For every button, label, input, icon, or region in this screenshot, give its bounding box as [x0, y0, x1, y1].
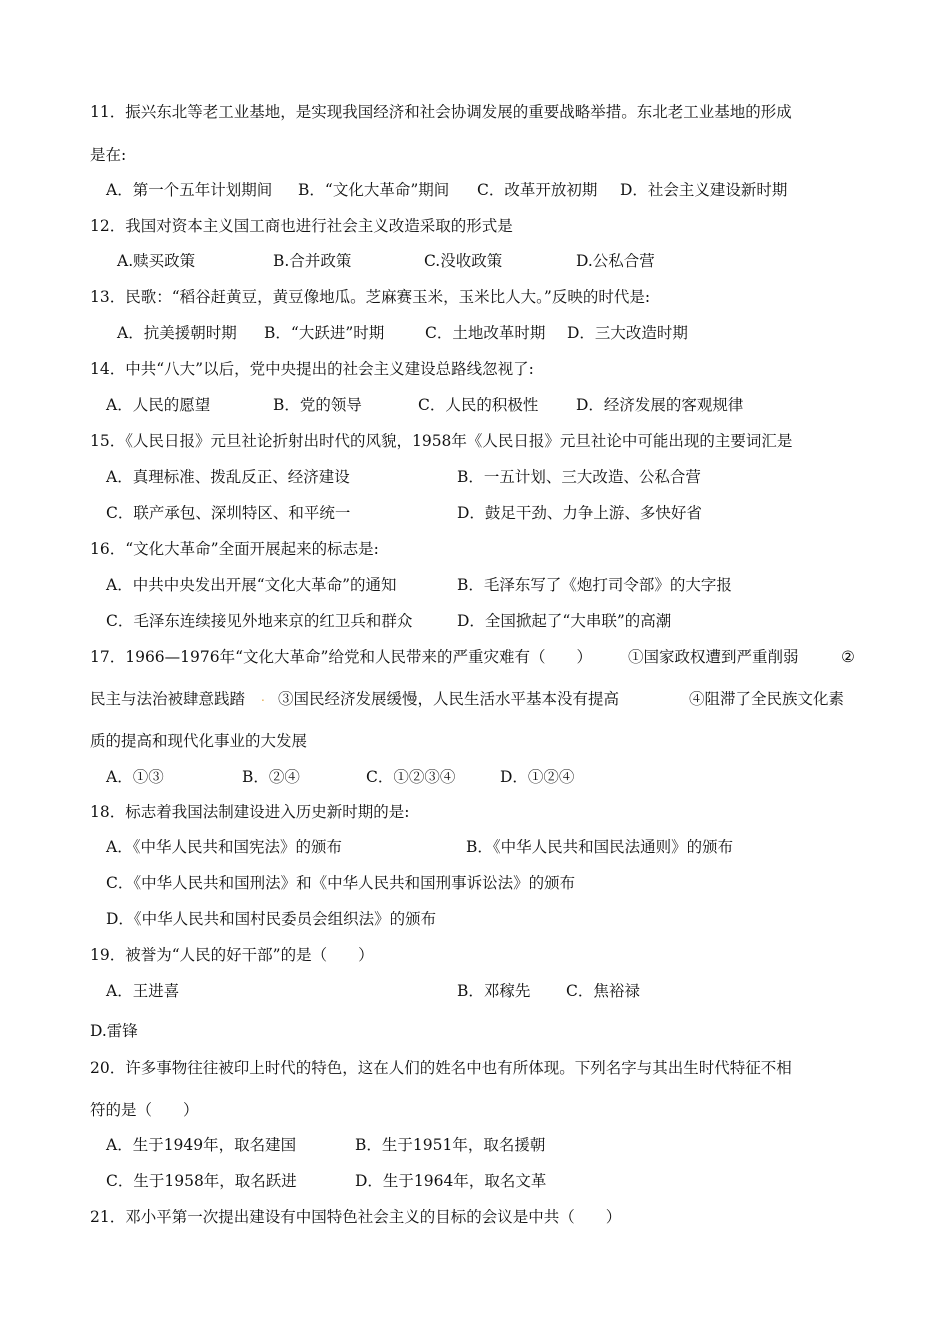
question-20-option-c: C．生于1958年，取名跃进 — [106, 1172, 297, 1190]
question-18-option-b: B．《中华人民共和国民法通则》的颁布 — [466, 838, 734, 856]
ink-dot-mark: . — [261, 690, 265, 704]
question-12-stem: 12．我国对资本主义国工商也进行社会主义改造采取的形式是 — [90, 217, 513, 235]
question-17-option-b: B．②④ — [242, 768, 300, 786]
question-12-option-d: D.公私合营 — [576, 252, 655, 270]
question-14-option-a: A．人民的愿望 — [106, 396, 211, 414]
question-12-option-a: A.赎买政策 — [117, 252, 196, 270]
question-19-option-a: A．王进喜 — [106, 982, 180, 1000]
question-15-stem: 15．《人民日报》元旦社论折射出时代的风貌，1958年《人民日报》元旦社论中可能出现的主要词汇是 — [90, 432, 793, 450]
question-20-option-b: B．生于1951年，取名援朝 — [355, 1136, 546, 1154]
question-20-option-d: D．生于1964年，取名文革 — [355, 1172, 547, 1190]
question-15-option-b: B．一五计划、三大改造、公私合营 — [457, 468, 701, 486]
question-20-stem-line-1: 20．许多事物往往被印上时代的特色，这在人们的姓名中也有所体现。下列名字与其出生时代特征不相 — [90, 1059, 792, 1077]
question-11-option-a: A．第一个五年计划期间 — [106, 181, 273, 199]
question-17-item-2: 民主与法治被肆意践踏 — [90, 690, 246, 708]
question-14-option-d: D．经济发展的客观规律 — [576, 396, 744, 414]
question-13-stem: 13．民歌：“稻谷赶黄豆，黄豆像地瓜。芝麻赛玉米，玉米比人大。”反映的时代是: — [90, 288, 651, 306]
question-17-item-4: ④阻滞了全民族文化素 — [689, 690, 845, 708]
question-17-option-d: D．①②④ — [500, 768, 575, 786]
question-12-option-b: B.合并政策 — [273, 252, 352, 270]
question-17-item-3: ③国民经济发展缓慢，人民生活水平基本没有提高 — [278, 690, 620, 708]
question-18-option-d: D．《中华人民共和国村民委员会组织法》的颁布 — [106, 910, 437, 928]
question-11-option-d: D．社会主义建设新时期 — [620, 181, 788, 199]
question-13-option-c: C．土地改革时期 — [425, 324, 546, 342]
question-11-stem-line-1: 11．振兴东北等老工业基地，是实现我国经济和社会协调发展的重要战略举措。东北老工业基地的形成 — [90, 103, 792, 121]
question-13-option-b: B．“大跃进”时期 — [264, 324, 385, 342]
question-18-option-a: A．《中华人民共和国宪法》的颁布 — [106, 838, 342, 856]
question-11-option-b: B．“文化大革命”期间 — [298, 181, 450, 199]
question-13-option-d: D．三大改造时期 — [567, 324, 688, 342]
question-17-option-a: A．①③ — [106, 768, 164, 786]
question-16-option-d: D．全国掀起了“大串联”的高潮 — [457, 612, 672, 630]
question-15-option-d: D．鼓足干劲、力争上游、多快好省 — [457, 504, 702, 522]
question-19-option-c: C．焦裕禄 — [566, 982, 640, 1000]
question-15-option-a: A．真理标准、拨乱反正、经济建设 — [106, 468, 350, 486]
question-17-item-2-marker: ② — [841, 648, 855, 666]
question-11-stem-line-2: 是在: — [90, 146, 127, 164]
question-17-option-c: C．①②③④ — [366, 768, 456, 786]
question-14-option-b: B．党的领导 — [273, 396, 362, 414]
question-14-stem: 14．中共“八大”以后，党中央提出的社会主义建设总路线忽视了: — [90, 360, 534, 378]
question-15-option-c: C．联产承包、深圳特区、和平统一 — [106, 504, 351, 522]
question-17-item-1: ①国家政权遭到严重削弱 — [628, 648, 799, 666]
question-16-option-b: B．毛泽东写了《炮打司令部》的大字报 — [457, 576, 732, 594]
question-20-option-a: A．生于1949年，取名建国 — [106, 1136, 297, 1154]
question-19-option-d: D.雷锋 — [90, 1022, 138, 1040]
question-11-option-c: C．改革开放初期 — [477, 181, 598, 199]
question-12-option-c: C.没收政策 — [424, 252, 503, 270]
question-19-stem: 19．被誉为“人民的好干部”的是（ ） — [90, 946, 374, 964]
question-21-stem: 21．邓小平第一次提出建设有中国特色社会主义的目标的会议是中共（ ） — [90, 1208, 622, 1226]
question-13-option-a: A．抗美援朝时期 — [117, 324, 237, 342]
question-16-option-c: C．毛泽东连续接见外地来京的红卫兵和群众 — [106, 612, 413, 630]
question-16-stem: 16．“文化大革命”全面开展起来的标志是: — [90, 540, 379, 558]
question-18-option-c: C．《中华人民共和国刑法》和《中华人民共和国刑事诉讼法》的颁布 — [106, 874, 576, 892]
question-19-option-b: B．邓稼先 — [457, 982, 531, 1000]
question-16-option-a: A．中共中央发出开展“文化大革命”的通知 — [106, 576, 397, 594]
question-14-option-c: C．人民的积极性 — [418, 396, 539, 414]
question-17-stem-line-3: 质的提高和现代化事业的大发展 — [90, 732, 308, 750]
question-20-stem-line-2: 符的是（ ） — [90, 1101, 199, 1119]
question-17-stem-intro: 17．1966—1976年“文化大革命”给党和人民带来的严重灾难有（ ） — [90, 648, 592, 666]
question-18-stem: 18．标志着我国法制建设进入历史新时期的是: — [90, 803, 410, 821]
